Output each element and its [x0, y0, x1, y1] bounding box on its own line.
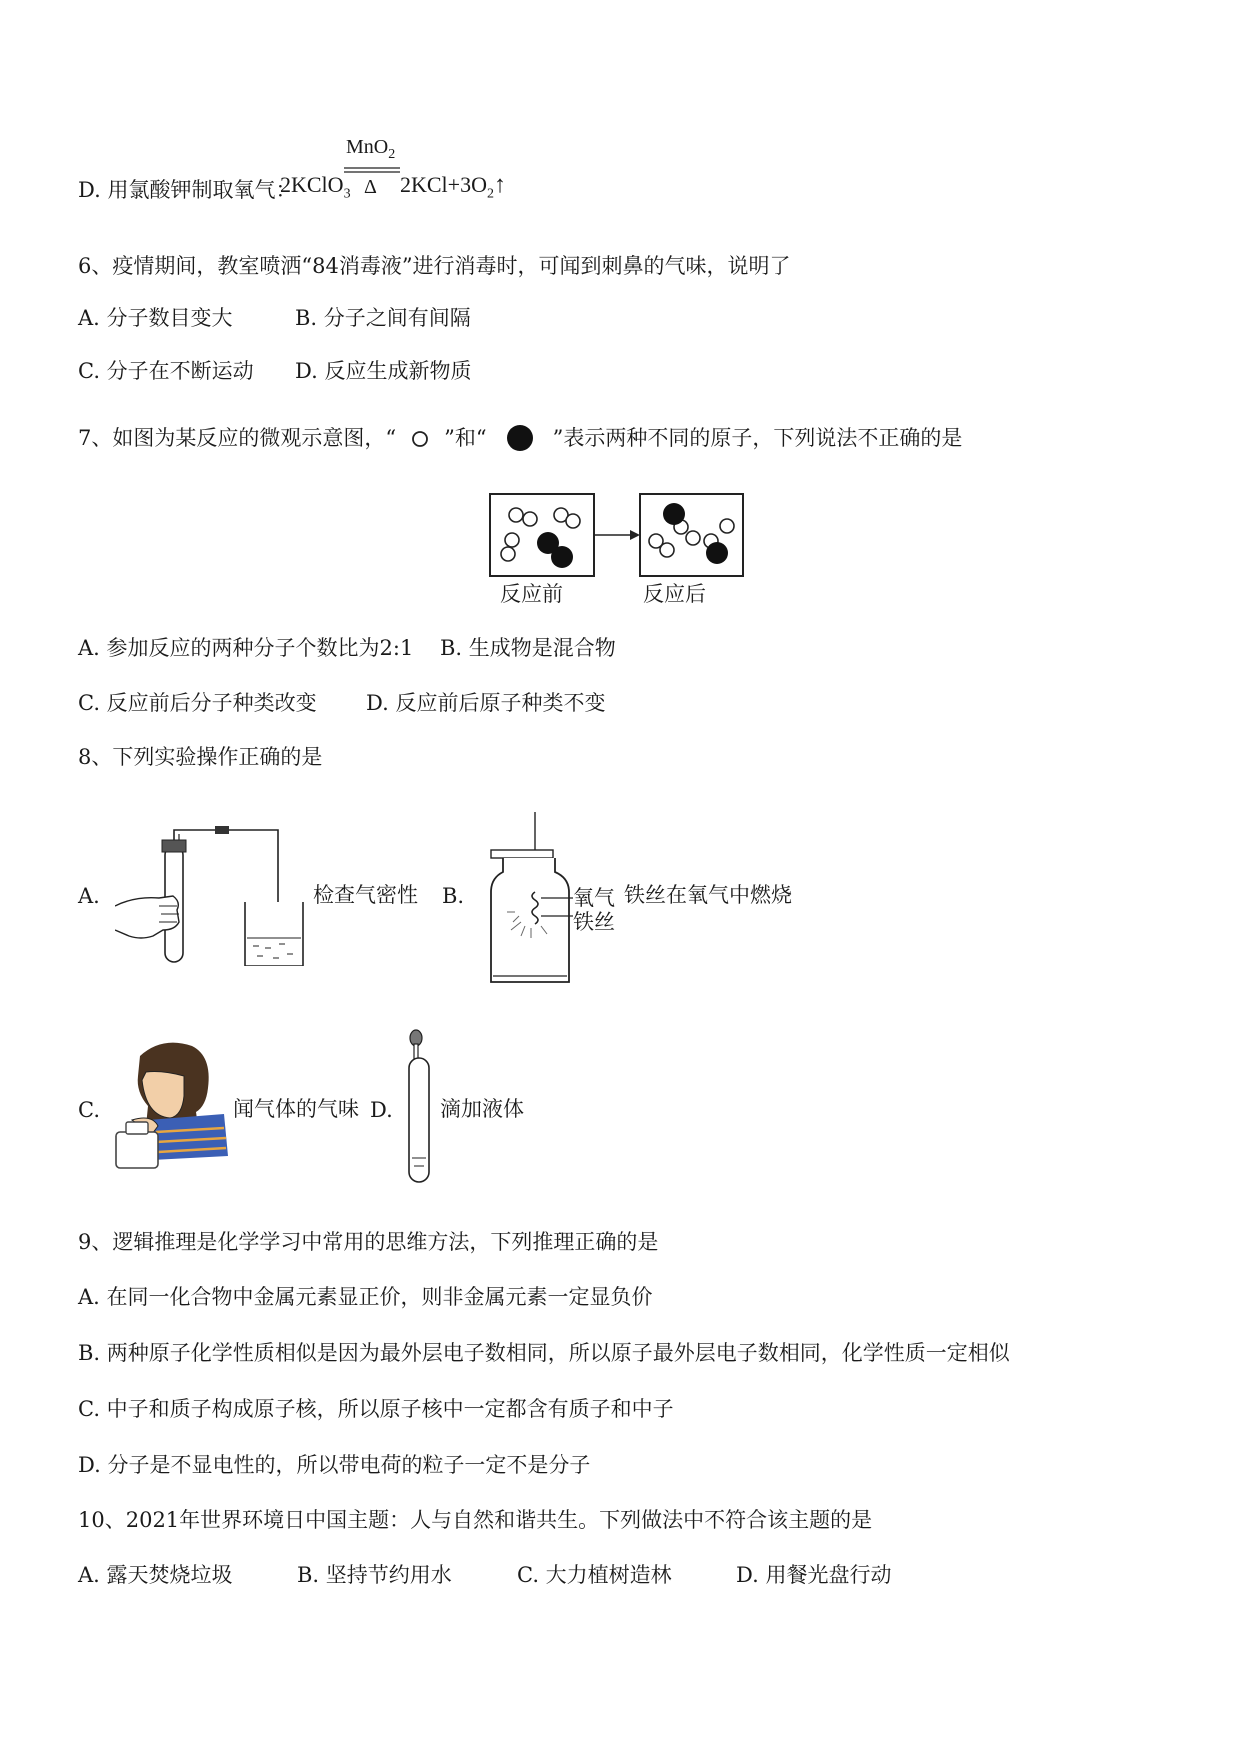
q6-option-b[interactable]: B. 分子之间有间隔 — [295, 306, 471, 330]
airtightness-check-figure — [115, 826, 310, 966]
q6-stem: 6、疫情期间，教室喷洒“84消毒液”进行消毒时，可闻到刺鼻的气味，说明了 — [78, 254, 791, 278]
beaker — [245, 902, 303, 966]
label-before: 反应前 — [500, 582, 563, 606]
q8-option-d-letter[interactable]: D. — [370, 1098, 393, 1122]
tube-connector — [215, 826, 229, 834]
white-atom-icon — [396, 427, 444, 449]
q8-option-c-letter[interactable]: C. — [78, 1098, 100, 1122]
q10-stem: 10、2021年世界环境日中国主题：人与自然和谐共生。下列做法中不符合该主题的是 — [78, 1508, 873, 1532]
q9-option-c[interactable]: C. 中子和质子构成原子核，所以原子核中一定都含有质子和中子 — [78, 1397, 674, 1421]
q8-option-a-caption: 检查气密性 — [313, 883, 418, 907]
glass-plate — [491, 850, 553, 858]
q5-reactant: 2KClO$_3$ — [280, 172, 351, 202]
q8-option-a-letter[interactable]: A. — [78, 884, 100, 908]
q9-option-b[interactable]: B. 两种原子化学性质相似是因为最外层电子数相同，所以原子最外层电子数相同，化学性质一定相似 — [78, 1341, 1010, 1365]
q10-option-c[interactable]: C. 大力植树造林 — [517, 1563, 672, 1587]
rubber-stopper — [162, 840, 186, 852]
q7-option-b[interactable]: B. 生成物是混合物 — [440, 636, 616, 660]
q8-option-d-caption: 滴加液体 — [440, 1097, 524, 1121]
q10-option-a[interactable]: A. 露天焚烧垃圾 — [78, 1563, 233, 1587]
q7-option-c[interactable]: C. 反应前后分子种类改变 — [78, 691, 317, 715]
label-after: 反应后 — [643, 582, 706, 606]
black-atom-icon — [487, 423, 553, 453]
q9-option-d[interactable]: D. 分子是不显电性的，所以带电荷的粒子一定不是分子 — [78, 1453, 591, 1477]
q6-option-a[interactable]: A. 分子数目变大 — [78, 306, 233, 330]
q8-stem: 8、下列实验操作正确的是 — [78, 745, 323, 769]
q9-stem: 9、逻辑推理是化学学习中常用的思维方法，下列推理正确的是 — [78, 1230, 659, 1254]
q6-option-d[interactable]: D. 反应生成新物质 — [295, 359, 472, 383]
q9-option-a[interactable]: A. 在同一化合物中金属元素显正价，则非金属元素一定显负价 — [78, 1285, 653, 1309]
q5-option-d-label: D. 用氯酸钾制取氧气： — [78, 178, 297, 202]
q5-product: $2KCl+3O_2↑$ — [400, 172, 506, 202]
q7-stem: 7、如图为某反应的微观示意图，“ ”和“ ”表示两种不同的原子，下列说法不正确的是 — [78, 423, 962, 453]
label-iron-wire: 铁丝 — [573, 910, 615, 934]
q6-option-c[interactable]: C. 分子在不断运动 — [78, 359, 254, 383]
reaction-arrowhead — [630, 530, 640, 540]
q7-option-d[interactable]: D. 反应前后原子种类不变 — [366, 691, 606, 715]
smelling-gas-figure — [112, 1036, 232, 1170]
q5-equal-sign — [344, 166, 402, 176]
q5-catalyst: MnO$_2$ — [346, 136, 396, 162]
q8-option-b-caption: 铁丝在氧气中燃烧 — [624, 883, 792, 907]
q7-option-a[interactable]: A. 参加反应的两种分子个数比为2:1 — [78, 636, 414, 660]
iron-burning-figure — [485, 812, 575, 988]
reagent-bottle — [116, 1132, 158, 1168]
q5-condition: Δ — [364, 176, 377, 198]
gas-bottle — [491, 858, 569, 982]
q10-option-d[interactable]: D. 用餐光盘行动 — [736, 1563, 892, 1587]
test-tube — [409, 1058, 429, 1182]
dropping-liquid-figure — [400, 1028, 440, 1184]
q8-option-b-letter[interactable]: B. — [442, 884, 465, 908]
label-oxygen: 氧气 — [573, 886, 615, 910]
q10-option-b[interactable]: B. 坚持节约用水 — [297, 1563, 452, 1587]
q8-option-c-caption: 闻气体的气味 — [233, 1097, 359, 1121]
